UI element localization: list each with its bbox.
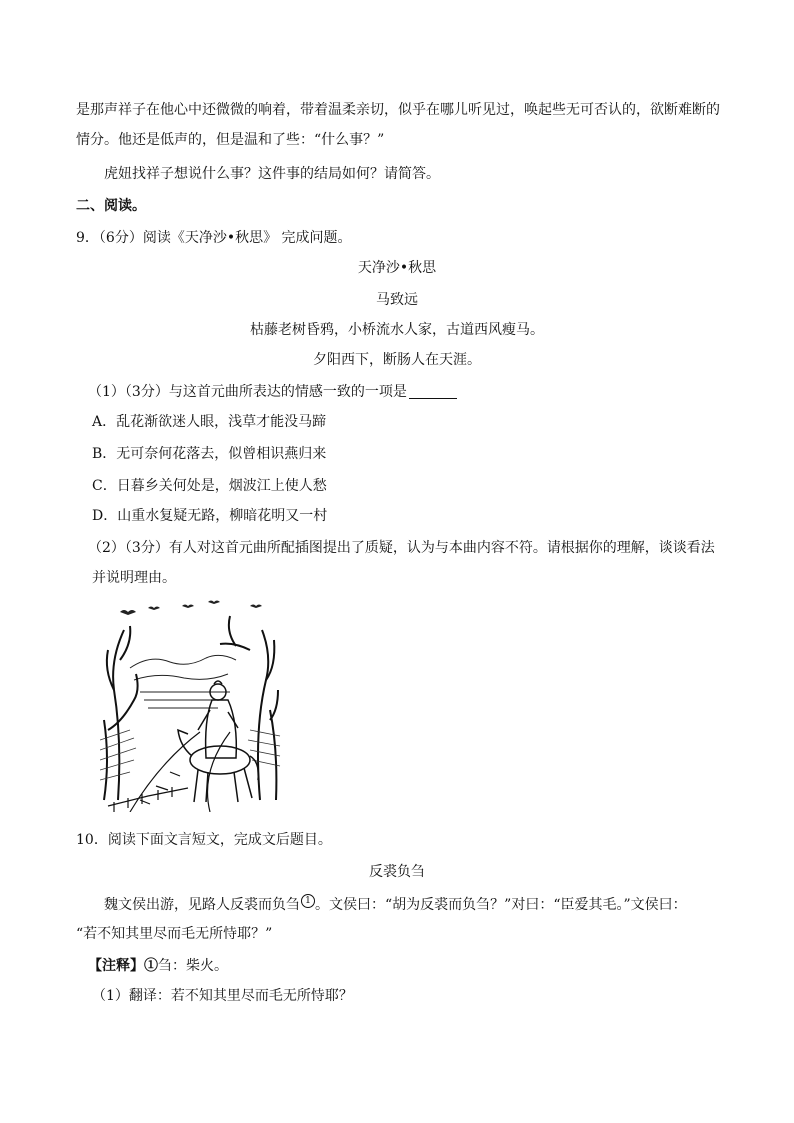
question-10-sub-1: （1）翻译：若不知其里尽而毛无所恃耶？: [92, 988, 353, 1004]
poem-title: 天净沙•秋思: [357, 260, 437, 276]
continuation-question: 虎妞找祥子想说什么事？这件事的结局如何？请简答。: [104, 166, 440, 182]
option-a: A．乱花渐欲迷人眼，浅草才能没马蹄: [92, 414, 327, 430]
passage-line-1-part-a: 魏文侯出游，见路人反裘而负刍: [104, 897, 300, 913]
poem-illustration: [100, 600, 282, 812]
continuation-line-2: 情分。他还是低声的，但是温和了些：“什么事？”: [76, 132, 385, 148]
question-9-sub-1: [88, 382, 457, 402]
question-9-sub-1-text: （1）（3分）与这首元曲所表达的情感一致的一项是: [88, 384, 407, 400]
annotation-line: [88, 956, 228, 976]
option-b: B．无可奈何花落去，似曾相识燕归来: [92, 446, 327, 462]
poem-verse-1: 枯藤老树昏鸦，小桥流水人家，古道西风瘦马。: [250, 322, 544, 338]
annotation-label: 【注释】: [88, 958, 144, 974]
question-9-intro: 9．（6分）阅读《天净沙•秋思》 完成问题。: [76, 230, 352, 246]
answer-blank[interactable]: [409, 384, 457, 399]
passage-title: 反裘负刍: [369, 864, 425, 880]
passage-line-1-part-b: 。文侯曰：“胡为反裘而负刍？”对曰：“臣爱其毛。”文侯曰：: [315, 897, 687, 913]
poem-verse-2: 夕阳西下，断肠人在天涯。: [313, 352, 481, 368]
question-9-sub-2-line-2: 并说明理由。: [92, 570, 176, 586]
footnote-marker: 1: [301, 894, 315, 908]
poem-author: 马致远: [376, 292, 418, 308]
annotation-marker: ①: [144, 958, 158, 974]
section-heading: 二、阅读。: [76, 198, 146, 214]
option-c: C．日暮乡关何处是，烟波江上使人愁: [92, 478, 327, 494]
passage-line-1: [104, 894, 687, 915]
passage-line-2: “若不知其里尽而毛无所恃耶？”: [76, 926, 273, 942]
question-9-sub-2-line-1: （2）（3分）有人对这首元曲所配插图提出了质疑，认为与本曲内容不符。请根据你的理解，谈谈看法: [88, 540, 715, 556]
option-d: D．山重水复疑无路，柳暗花明又一村: [92, 508, 328, 524]
continuation-line-1: 是那声祥子在他心中还微微的响着，带着温柔亲切，似乎在哪儿听见过，唤起些无可否认的，欲断难断的: [76, 102, 720, 118]
question-10-intro: 10．阅读下面文言短文，完成文后题目。: [76, 832, 332, 848]
annotation-text: 刍：柴火。: [158, 958, 228, 974]
